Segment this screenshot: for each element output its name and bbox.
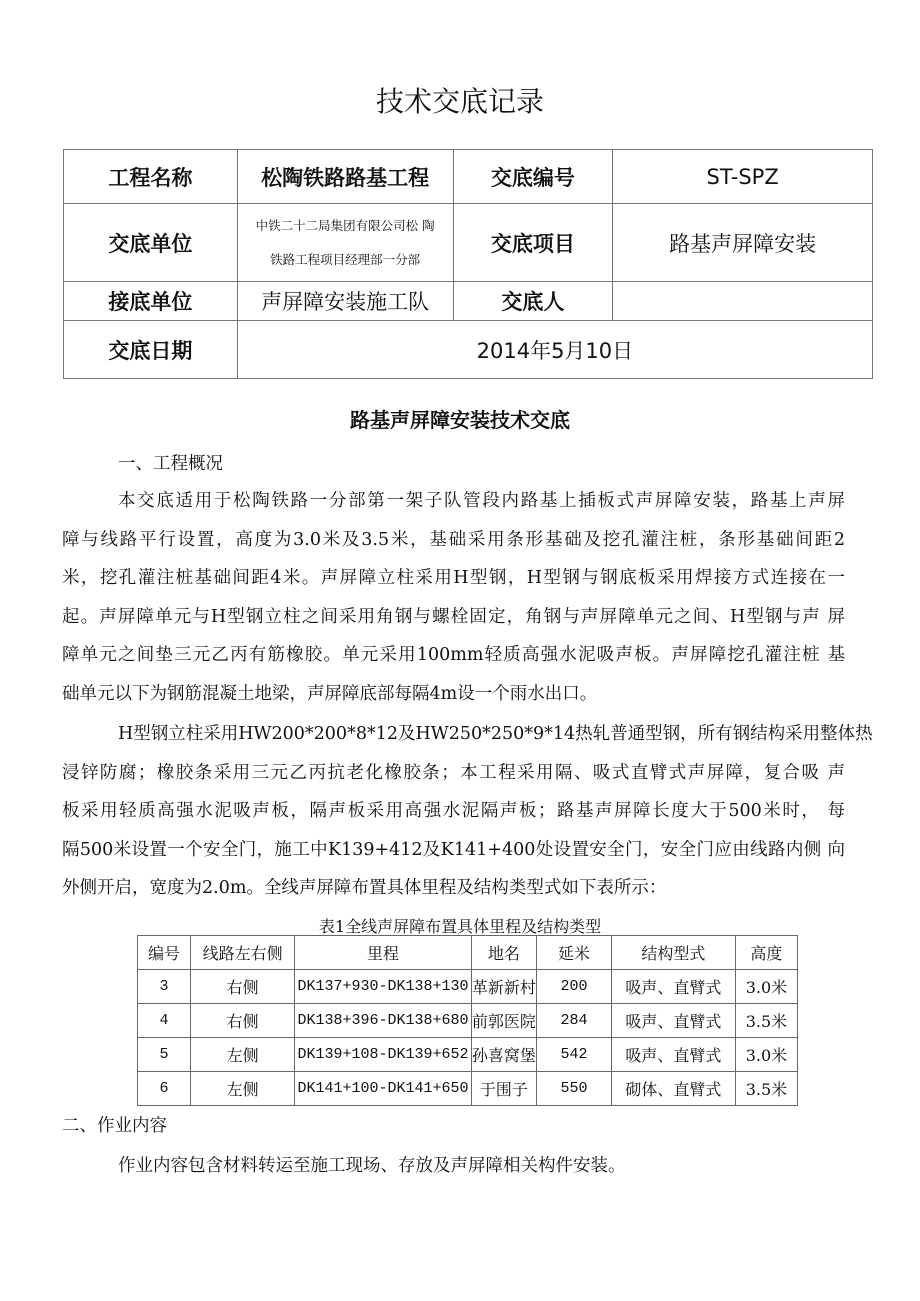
table-cell: DK138+396-DK138+680	[295, 1004, 472, 1038]
person	[613, 282, 873, 321]
table-cell: 吸声、直臂式	[612, 1004, 736, 1038]
table-cell: 3.0米	[735, 1038, 797, 1072]
document-title: 技术交底记录	[375, 85, 544, 118]
code-label: 交底编号	[453, 150, 613, 204]
table-cell: 吸声、直臂式	[612, 1038, 736, 1072]
table-cell: 5	[138, 1038, 191, 1072]
table-row	[138, 1072, 798, 1106]
table-cell: 3.0米	[735, 970, 797, 1004]
paragraph-3: 作业内容包含材料转运至施工现场、存放及声屏障相关构件安装。	[118, 1156, 626, 1176]
table-cell: 于围子	[471, 1072, 536, 1106]
table-cell: 200	[536, 970, 611, 1004]
table-cell: 吸声、直臂式	[612, 970, 736, 1004]
paragraph-line: 隔500米设置一个安全门，施工中K139+412及K141+400处设置安全门，安全门应由线路内侧 向	[62, 839, 845, 860]
subtitle: 路基声屏障安装技术交底	[350, 408, 570, 432]
table-header-cell: 编号	[138, 936, 191, 970]
table-cell: 孙喜窝堡	[471, 1038, 536, 1072]
paragraph-line: 本交底适用于松陶铁路一分部第一架子队管段内路基上插板式声屏障安装，路基上声屏	[118, 491, 845, 511]
receiver: 声屏障安装施工队	[237, 282, 453, 321]
paragraph-line: 板采用轻质高强水泥吸声板，隔声板采用高强水泥隔声板；路基声屏障长度大于500米时， 每	[62, 801, 845, 822]
paragraph-line: 米，挖孔灌注桩基础间距4米。声屏障立柱采用H型钢，H型钢与钢底板采用焊接方式连接在一	[62, 568, 845, 589]
table-cell: 3	[138, 970, 191, 1004]
unit-line1: 中铁二十二局集团有限公司松 陶	[255, 217, 435, 233]
table-cell: 右侧	[191, 1004, 295, 1038]
table-cell: 542	[536, 1038, 611, 1072]
table-row	[138, 1004, 798, 1038]
table-cell: 砌体、直臂式	[612, 1072, 736, 1106]
table-header-cell: 里程	[295, 936, 472, 970]
table-cell: 前郭医院	[471, 1004, 536, 1038]
item: 路基声屏障安装	[613, 204, 873, 282]
table-header-cell: 结构型式	[612, 936, 736, 970]
date-label: 交底日期	[64, 321, 238, 379]
table-cell: 284	[536, 1004, 611, 1038]
table-cell: 右侧	[191, 970, 295, 1004]
info-table	[63, 149, 873, 379]
paragraph-line: 外侧开启，宽度为2.0m。全线声屏障布置具体里程及结构类型式如下表所示：	[62, 878, 667, 899]
table-header-cell: 高度	[735, 936, 797, 970]
paragraph-line: 起。声屏障单元与H型钢立柱之间采用角钢与螺栓固定，角钢与声屏障单元之间、H型钢与声 屏	[62, 606, 845, 627]
paragraph-line: 础单元以下为钢筋混凝土地梁，声屏障底部每隔4m设一个雨水出口。	[62, 684, 598, 704]
table-caption: 表1全线声屏障布置具体里程及结构类型	[318, 917, 602, 936]
unit-line2: 铁路工程项目经理部一分部	[270, 251, 421, 267]
table-cell: DK137+930-DK138+130	[295, 970, 472, 1004]
table-cell: 6	[138, 1072, 191, 1106]
unit-label: 交底单位	[64, 204, 238, 282]
code: ST-SPZ	[613, 150, 873, 204]
table-cell: 550	[536, 1072, 611, 1106]
project-name: 松陶铁路路基工程	[237, 150, 453, 204]
receiver-label: 接底单位	[64, 282, 238, 321]
table-cell: DK141+100-DK141+650	[295, 1072, 472, 1106]
barrier-table	[137, 935, 798, 1106]
project-name-label: 工程名称	[64, 150, 238, 204]
paragraph-line: 障与线路平行设置，高度为3.0米及3.5米，基础采用条形基础及挖孔灌注桩，条形基础间距2	[62, 529, 845, 550]
table-row	[138, 970, 798, 1004]
unit	[237, 204, 453, 282]
item-label: 交底项目	[453, 204, 613, 282]
section-heading-1: 一、工程概况	[118, 454, 223, 474]
date: 2014年5月10日	[237, 321, 872, 379]
paragraph-line: 障单元之间垫三元乙丙有筋橡胶。单元采用100mm轻质高强水泥吸声板。声屏障挖孔灌注桩 基	[62, 645, 845, 666]
table-cell: 3.5米	[735, 1004, 797, 1038]
table-cell: DK139+108-DK139+652	[295, 1038, 472, 1072]
paragraph-line: H型钢立柱采用HW200*200*8*12及HW250*250*9*14热轧普通型钢，所有钢结构采用整体热	[118, 724, 873, 744]
section-heading-2: 二、作业内容	[62, 1116, 167, 1136]
table-cell: 4	[138, 1004, 191, 1038]
table-header-cell: 地名	[471, 936, 536, 970]
table-cell: 3.5米	[735, 1072, 797, 1106]
table-header-cell: 线路左右侧	[191, 936, 295, 970]
table-row	[138, 1038, 798, 1072]
table-cell: 革新新村	[471, 970, 536, 1004]
table-cell: 左侧	[191, 1038, 295, 1072]
table-header-cell: 延米	[536, 936, 611, 970]
table-header-row	[138, 936, 798, 970]
person-label: 交底人	[453, 282, 613, 321]
table-cell: 左侧	[191, 1072, 295, 1106]
paragraph-line: 浸锌防腐；橡胶条采用三元乙丙抗老化橡胶条；本工程采用隔、吸式直臂式声屏障，复合吸 声	[62, 762, 845, 783]
